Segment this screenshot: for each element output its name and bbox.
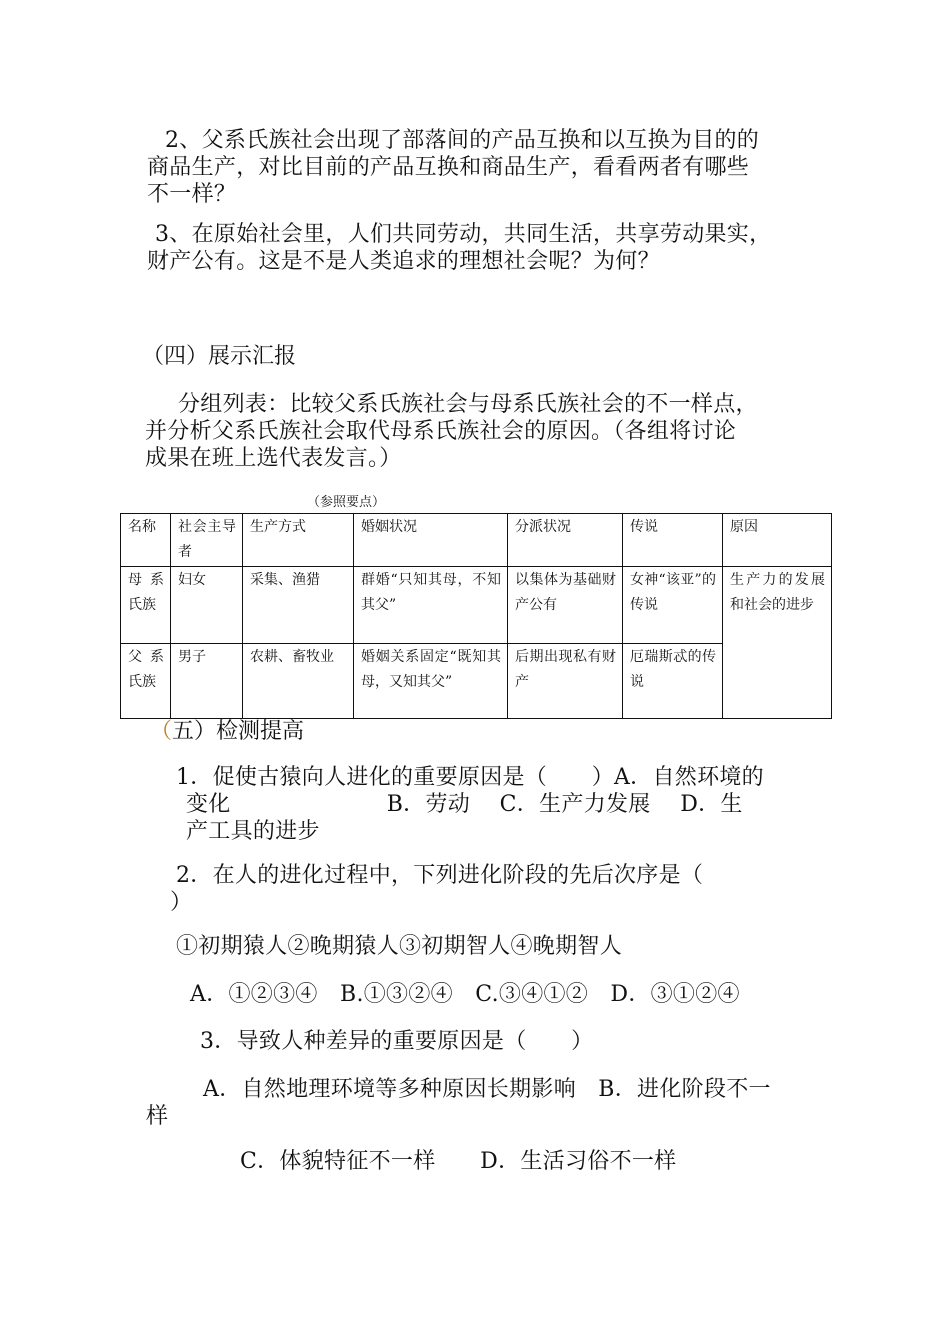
question-3-line: 财产公有。这是不是人类追求的理想社会呢？为何？ [147,249,660,274]
section-5-heading [150,718,304,745]
table-header-cell: 社会主导者 [171,514,243,567]
test-question-2-line: 2．在人的进化过程中，下列进化阶段的先后次序是（ [176,863,704,888]
test-question-3-options-b-wrap: 样 [146,1104,169,1129]
table-cell: 采集、渔猎 [243,567,354,644]
table-cell: 妇女 [171,567,243,644]
test-question-1-line: 1．促使古猿向人进化的重要原因是（ ）A．自然环境的 [176,765,764,790]
table-header-cell: 名称 [121,514,171,567]
table-cell: 男子 [171,644,243,719]
test-question-3: 3．导致人种差异的重要原因是（ ） [200,1029,594,1054]
comparison-table [120,513,832,719]
section-4-intro [145,391,758,472]
table-header-cell: 生产方式 [243,514,354,567]
table-header-cell: 分派状况 [508,514,623,567]
table-header-cell: 传说 [623,514,723,567]
test-question-1-line: 变化 B．劳动 C．生产力发展 D．生 [186,792,743,817]
section-5-heading-text: 五）检测提高 [172,719,305,744]
question-3 [147,221,772,275]
table-header-cell: 婚姻状况 [354,514,508,567]
test-question-2-stages: ①初期猿人②晚期猿人③初期智人④晚期智人 [176,934,623,959]
test-question-1-line: 产工具的进步 [186,819,320,844]
table-cell: 父系氏族 [121,644,171,719]
table-cell: 女神“该亚”的传说 [623,567,723,644]
section-4-heading: （四）展示汇报 [142,344,297,369]
table-cell: 以集体为基础财产公有 [508,567,623,644]
table-row [121,567,832,644]
table-cell-reason: 生产力的发展和社会的进步 [723,567,832,719]
table-header-row [121,514,832,567]
table-caption: （参照要点） [307,495,386,510]
table-cell: 厄瑞斯忒的传说 [623,644,723,719]
test-question-2-line: ） [170,890,193,915]
question-2-line: 2、父系氏族社会出现了部落间的产品互换和以互换为目的的 [165,128,760,153]
question-3-line: 3、在原始社会里，人们共同劳动，共同生活，共享劳动果实， [155,222,772,247]
section-5-heading-paren: （ [150,719,173,744]
question-2 [147,127,760,208]
table-cell: 后期出现私有财产 [508,644,623,719]
test-question-3-options-c-d: C．体貌特征不一样 D．生活习俗不一样 [240,1149,677,1174]
table-cell: 母系氏族 [121,567,171,644]
table-cell: 农耕、畜牧业 [243,644,354,719]
question-2-line: 不一样？ [147,182,237,207]
intro-line: 成果在班上选代表发言。） [145,446,402,471]
test-question-1 [176,764,764,845]
table-header-cell: 原因 [723,514,832,567]
table-cell: 群婚“只知其母，不知其父” [354,567,508,644]
intro-line: 并分析父系氏族社会取代母系氏族社会的原因。（各组将讨论 [145,419,737,444]
test-question-3-options-a-b: A．自然地理环境等多种原因长期影响 B．进化阶段不一 [203,1077,771,1102]
table-cell: 婚姻关系固定“既知其母，又知其父” [354,644,508,719]
question-2-line: 商品生产，对比目前的产品互换和商品生产，看看两者有哪些 [147,155,750,180]
test-question-2 [170,862,704,916]
intro-line: 分组列表：比较父系氏族社会与母系氏族社会的不一样点， [178,392,758,417]
test-question-2-options: A．①②③④ B.①③②④ C.③④①② D．③①②④ [190,982,740,1007]
